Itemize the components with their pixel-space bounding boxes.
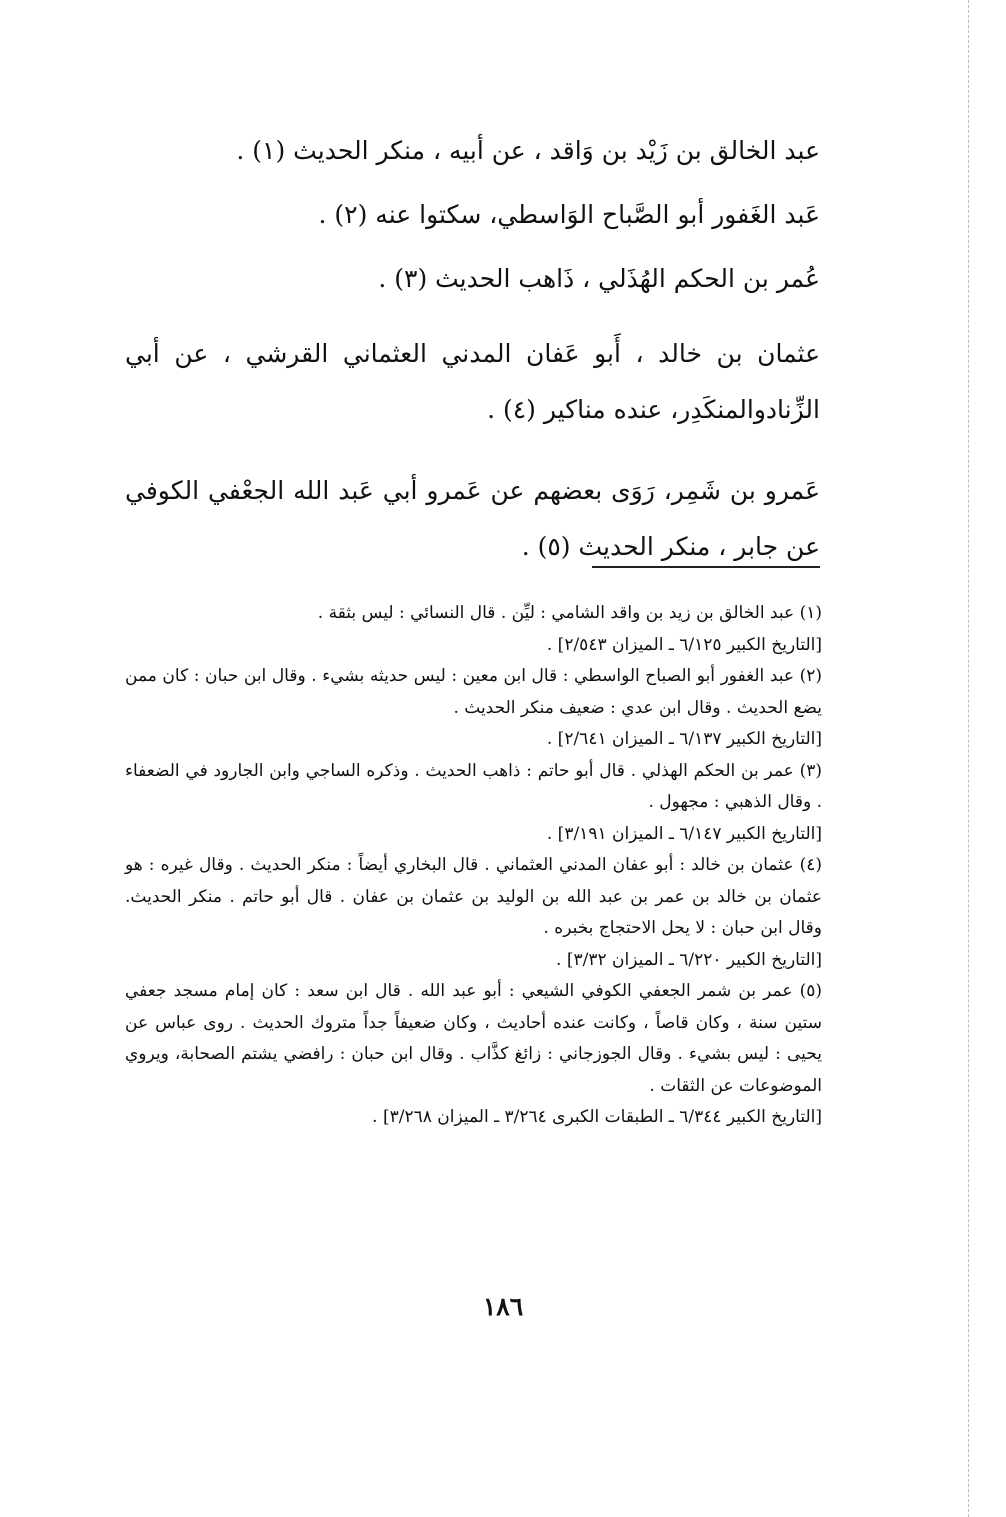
footnote-2 (125, 661, 822, 756)
footnote-text: (٥) عمر بن شمر الجعفي الكوفي الشيعي : أبو عبد الله . قال ابن سعد : كان إمام مسجد جعفي ستين سنة ، وكان قاصاً ، وكانت عنده أحاديث ، وكان ضعيفاً جداً متروك الحديث . روى عباس عن يحيى : ليس بشيء . وقال الجوزجاني : زائغ كذَّاب . وقال ابن حبان : رافضي يشتم الصحابة، ويروي الموضوعات عن الثقات . (125, 981, 822, 1096)
scan-edge-line (968, 0, 969, 1517)
entry-uthman-ibn-khalid: عثمان بن خالد ، أَبو عَفان المدني العثماني القرشي ، عن أبي الزِّنادوالمنكَدِر، عنده مناكير (٤) . (125, 339, 820, 424)
footnote-text: (٢) عبد الغفور أبو الصباح الواسطي : قال ابن معين : ليس حديثه بشيء . وقال ابن حبان : كان ممن يضع الحديث . وقال ابن عدي : ضعيف منكر الحديث . (125, 666, 822, 718)
footnotes (125, 598, 822, 1134)
entry-abd-al-ghafur: عَبد الغَفور أبو الصَّباح الوَاسطي، سكتوا عنه (٢) . (318, 200, 820, 229)
footnote-reference: [التاريخ الكبير ٦/١٣٧ ـ الميزان ٢/٦٤١] . (546, 729, 822, 749)
entry-amr-ibn-shamir: عَمرو بن شَمِر، رَوَى بعضهم عن عَمرو أبي عَبد الله الجعْفي الكوفي عن جابر ، منكر الحديث (٥) . (125, 476, 820, 561)
footnote-reference: [التاريخ الكبير ٦/١٢٥ ـ الميزان ٢/٥٤٣] . (546, 634, 822, 655)
footnote-text: (٤) عثمان بن خالد : أبو عفان المدني العثماني . قال البخاري أيضاً : منكر الحديث . وقال غيره : هو عثمان بن خالد بن عمر بن عبد الله بن الوليد بن عثمان بن عفان . قال أبو حاتم . منكر الحديث. وقال ابن حبان : لا يحل الاحتجاج بخبره . (125, 855, 822, 938)
footnote-text: (١) عبد الخالق بن زيد بن واقد الشامي : ليِّن . قال النسائي : ليس بثقة . (317, 603, 822, 623)
footnote-reference: [التاريخ الكبير ٦/٢٢٠ ـ الميزان ٣/٣٢] . (556, 949, 822, 970)
footnote-1 (125, 598, 822, 661)
footnote-reference: [التاريخ الكبير ٦/١٤٧ ـ الميزان ٣/١٩١] . (546, 823, 822, 844)
entry-umar-ibn-al-hakam: عُمر بن الحكم الهُذَلي ، ذَاهب الحديث (٣) . (378, 264, 820, 293)
footnote-5 (125, 976, 822, 1134)
footnote-separator (592, 566, 820, 568)
page-number: ١٨٦ (482, 1292, 524, 1321)
footnote-3 (125, 756, 822, 851)
footnote-reference: [التاريخ الكبير ٦/٣٤٤ ـ الطبقات الكبرى ٣/٢٦٤ ـ الميزان ٣/٢٦٨] . (372, 1107, 822, 1127)
entry-abd-al-khaliq: عبد الخالق بن زَيْد بن وَاقد ، عن أبيه ، منكر الحديث (١) . (236, 136, 820, 165)
footnote-4 (125, 850, 822, 976)
footnote-text: (٣) عمر بن الحكم الهذلي . قال أبو حاتم : ذاهب الحديث . وذكره الساجي وابن الجارود في الضعفاء . وقال الذهبي : مجهول . (125, 760, 822, 812)
